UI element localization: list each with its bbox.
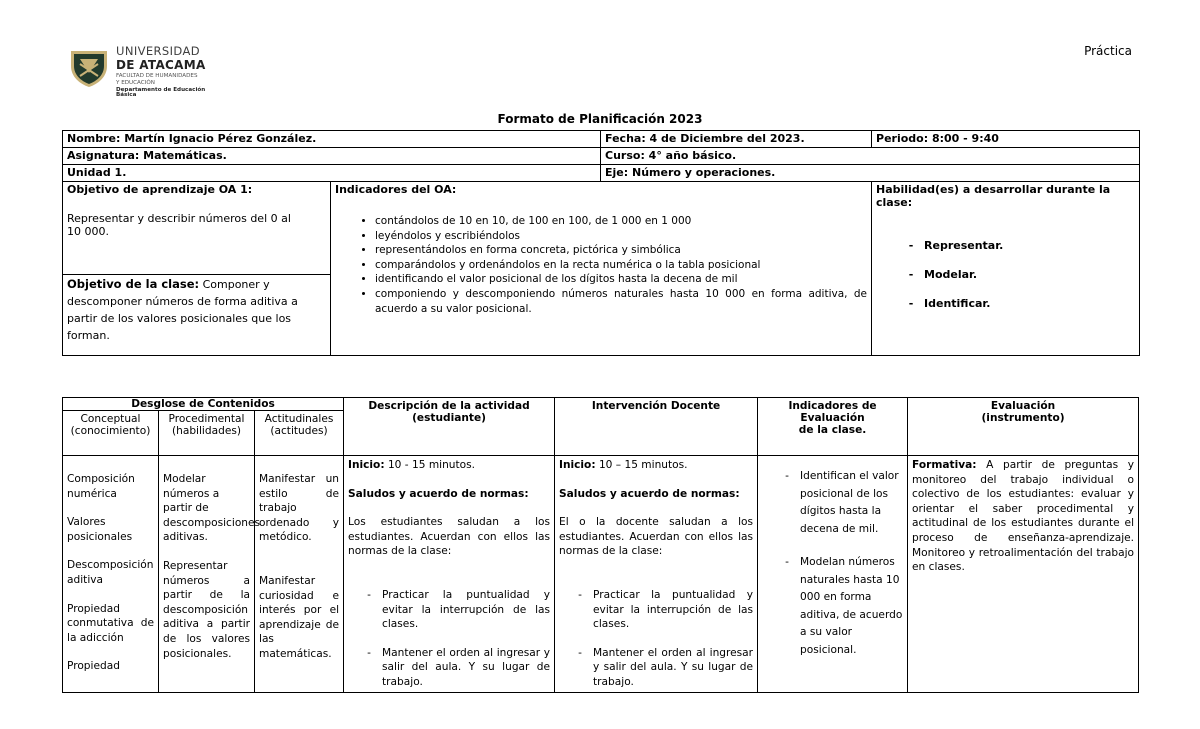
list-item: Propiedad conmutativa de la adicción (67, 602, 154, 644)
periodo-cell: Periodo: 8:00 - 9:40 (872, 131, 1140, 148)
saludos-label: Saludos y acuerdo de normas: (348, 487, 529, 500)
oa-cell (63, 182, 331, 275)
plan-table (62, 397, 1139, 693)
indicadores-eval-cell (758, 456, 908, 693)
inicio-text: 10 - 15 minutos. (384, 459, 476, 471)
list-item: Valores posicionales (67, 516, 133, 543)
logo-text (116, 46, 218, 99)
table-row (63, 398, 1139, 411)
clase-title: Objetivo de la clase: (67, 277, 200, 291)
list-item: Composición numérica (67, 473, 135, 500)
objetivo-clase-cell (63, 275, 331, 356)
table-row (63, 165, 1140, 182)
list-item: - Identificar. (908, 297, 991, 310)
inicio-label: Inicio: (348, 459, 385, 471)
logo-line-1: UNIVERSIDAD (116, 44, 201, 58)
table-row (63, 182, 1140, 275)
list-item: • identificando el valor posicional de los dígitos hasta la decena de mil (375, 272, 867, 287)
unidad-cell: Unidad 1. (63, 165, 601, 182)
university-logo (68, 44, 218, 99)
list-item: Representar números a partir de la descomposición aditiva a partir de los valores posicionales. (163, 559, 250, 660)
fecha-cell: Fecha: 4 de Diciembre del 2023. (601, 131, 872, 148)
oa-text-1: Representar y describir números del 0 al (67, 212, 291, 225)
intervencion-cell (555, 456, 758, 693)
conceptual-cell (63, 456, 159, 693)
university-shield-icon (68, 46, 110, 88)
conceptual-header: Conceptual (conocimiento) (63, 411, 159, 456)
evaluacion-text: A partir de preguntas y monitoreo del trabajo individual o colectivo de los estudiantes: evaluar y orientar el saber procedimental y actitudinal de los estudiantes durante el proceso de enseñanza-aprendizaje. Monitoreo y retroalimentación del trabajo en clases. (912, 459, 1135, 574)
actitudinales-cell (255, 456, 344, 693)
descripcion-cell (344, 456, 555, 693)
list-item: Modelar números a partir de descomposiciones aditivas. (163, 473, 261, 544)
list-item: - Modelan números naturales hasta 10 000 en forma aditiva, de acuerdo a su valor posicional. (785, 556, 903, 656)
list-item: - Practicar la puntualidad y evitar la interrupción de las clases. (367, 588, 551, 631)
habilidades-list (876, 239, 1135, 310)
logo-line-4: Y EDUCACIÓN (116, 79, 155, 86)
list-item: - Mantener el orden al ingresar y salir del aula. Y su lugar de trabajo. (367, 646, 551, 688)
inicio-text: 10 – 15 minutos. (595, 459, 688, 471)
logo-line-2: DE ATACAMA (116, 57, 206, 72)
eje-cell: Eje: Número y operaciones. (601, 165, 1140, 182)
oa-title: Objetivo de aprendizaje OA 1: (67, 183, 253, 196)
table-row (63, 456, 1139, 693)
evaluacion-cell (908, 456, 1139, 693)
list-item: - Identifican el valor posicional de los dígitos hasta la decena de mil. (785, 470, 899, 535)
list-item: Manifestar curiosidad e interés por el aprendizaje de las matemáticas. (259, 574, 340, 660)
list-item: • representándolos en forma concreta, pictórica y simbólica (375, 243, 867, 258)
logo-line-5: Departamento de Educación Básica (116, 86, 206, 99)
desc-text: Los estudiantes saludan a los estudiantes. Acuerdan con ellos las normas de la clase: (348, 516, 551, 558)
list-item: Manifestar un estilo de trabajo ordenado y metódico. (259, 473, 340, 544)
clase-text: Componer y descomponer números de forma aditiva a partir de los valores posicionales que los forman. (67, 278, 298, 342)
list-item: - Mantener el orden al ingresar y salir del aula. Y su lugar de trabajo. (578, 646, 754, 688)
formativa-label: Formativa: (912, 459, 977, 471)
indicadores-title: Indicadores del OA: (335, 183, 457, 196)
list-item: • contándolos de 10 en 10, de 100 en 100, de 1 000 en 1 000 (375, 214, 867, 229)
practica-label: Práctica (1084, 44, 1132, 58)
int-text: El o la docente saludan a los estudiantes. Acuerdan con ellos las normas de la clase: (559, 516, 754, 558)
habilidades-cell (872, 182, 1140, 356)
procedimental-header: Procedimental (habilidades) (159, 411, 255, 456)
table-row (63, 131, 1140, 148)
list-item: • componiendo y descomponiendo números naturales hasta 10 000 en forma aditiva, de acuerdo a su valor posicional. (375, 287, 867, 316)
list-item: - Modelar. (908, 268, 978, 281)
list-item: Propiedad (67, 660, 120, 673)
asignatura-cell: Asignatura: Matemáticas. (63, 148, 601, 165)
indicadores-eval-header: Indicadores de Evaluación de la clase. (758, 398, 908, 456)
logo-line-3: FACULTAD DE HUMANIDADES (116, 72, 198, 79)
nombre-cell: Nombre: Martín Ignacio Pérez González. (63, 131, 601, 148)
list-item: - Representar. (908, 239, 1004, 252)
table-row (63, 148, 1140, 165)
list-item: - Practicar la puntualidad y evitar la interrupción de las clases. (578, 588, 754, 631)
desglose-header: Desglose de Contenidos (63, 398, 344, 411)
oa-text-2: 10 000. (67, 225, 109, 238)
procedimental-cell (159, 456, 261, 693)
actitudinales-header: Actitudinales (actitudes) (255, 411, 344, 456)
info-table (62, 130, 1140, 356)
saludos-label: Saludos y acuerdo de normas: (559, 487, 740, 500)
list-item: • comparándolos y ordenándolos en la recta numérica o la tabla posicional (375, 258, 867, 273)
document-title: Formato de Planificación 2023 (497, 112, 703, 126)
indicadores-cell (331, 182, 872, 356)
list-item: • leyéndolos y escribiéndolos (375, 229, 867, 244)
list-item: Descomposición aditiva (67, 559, 154, 586)
inicio-label: Inicio: (559, 459, 596, 471)
indicadores-list (353, 214, 867, 316)
curso-cell: Curso: 4° año básico. (601, 148, 1140, 165)
intervencion-header: Intervención Docente (555, 398, 758, 456)
habilidades-title: Habilidad(es) a desarrollar durante la clase: (876, 183, 1111, 209)
descripcion-header: Descripción de la actividad (estudiante) (344, 398, 555, 456)
evaluacion-header: Evaluación (instrumento) (908, 398, 1139, 456)
